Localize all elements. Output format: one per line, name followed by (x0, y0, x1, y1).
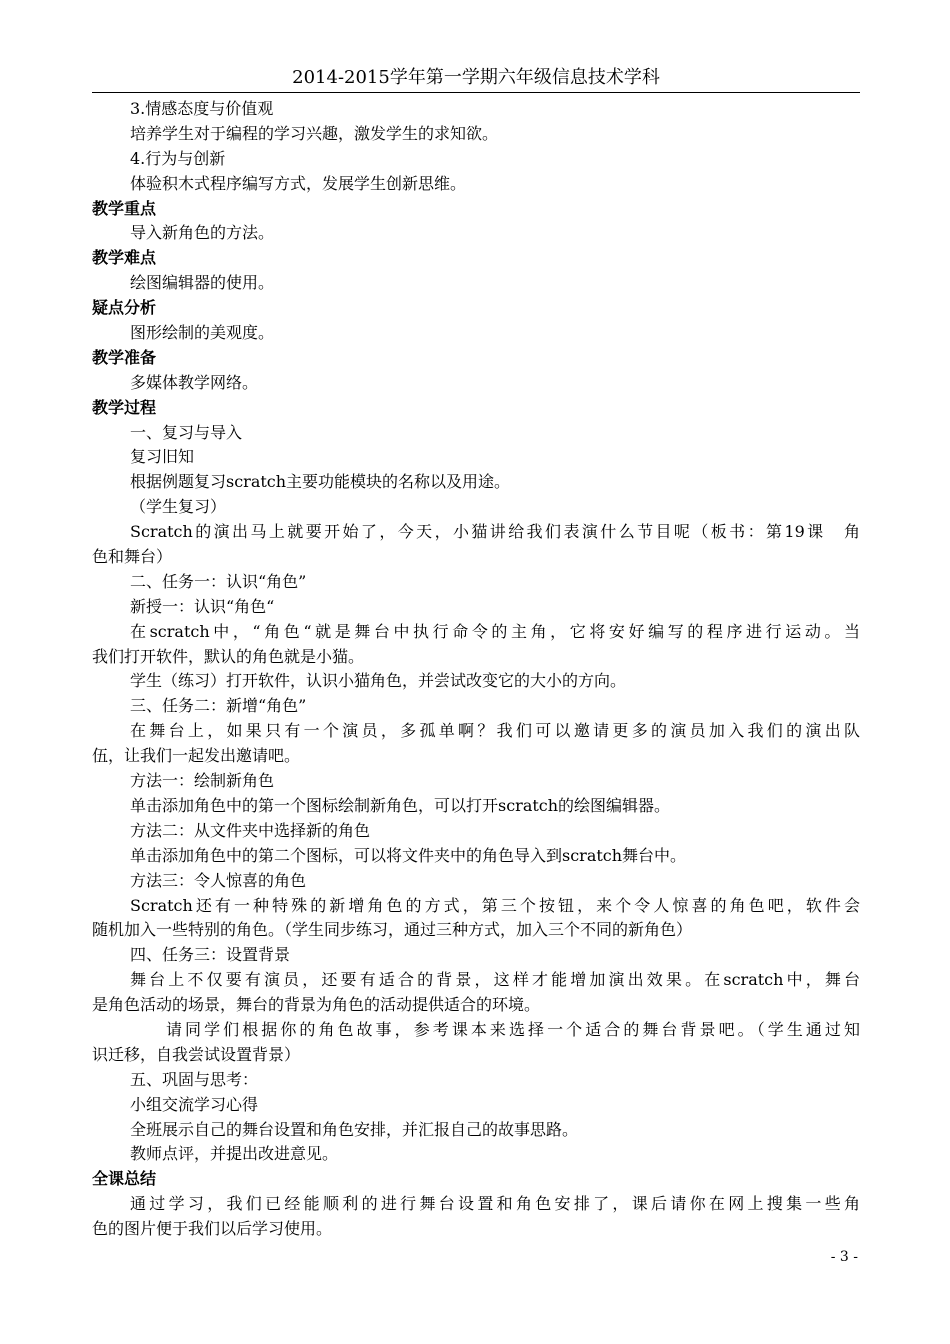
text-line: 4.行为与创新 (130, 148, 226, 168)
text-line: 识迁移，自我尝试设置背景） (92, 1044, 301, 1064)
page-header: 2014-2015学年第一学期六年级信息技术学科 (92, 66, 860, 93)
section-heading: 疑点分析 (92, 298, 157, 318)
text-line: 3.情感态度与价值观 (130, 99, 274, 118)
text-line: 请同学们根据你的角色故事，参考课本来选择一个适合的舞台背景吧。（学生通过知 (166, 1019, 860, 1039)
text-line: 三、任务二：新增“角色” (130, 696, 307, 716)
text-line: 体验积木式程序编写方式，发展学生创新思维。 (130, 173, 467, 193)
text-line: 学生（练习）打开软件，认识小猫角色，并尝试改变它的大小的方向。 (130, 671, 627, 691)
text-line: 伍，让我们一起发出邀请吧。 (92, 746, 301, 766)
text-line: 图形绘制的美观度。 (130, 323, 275, 343)
page-number: - 3 - (830, 1249, 858, 1265)
section-heading: 教学难点 (92, 248, 157, 268)
text-line: 小组交流学习心得 (130, 1094, 259, 1114)
text-line: 在舞台上，如果只有一个演员，多孤单啊？我们可以邀请更多的演员加入我们的演出队 (130, 721, 860, 741)
text-line: 色和舞台） (92, 547, 173, 567)
text-line: 单击添加角色中的第一个图标绘制新角色，可以打开scratch的绘图编辑器。 (130, 795, 671, 815)
text-line: 色的图片便于我们以后学习使用。 (92, 1219, 333, 1239)
text-line: 四、任务三：设置背景 (130, 945, 291, 965)
text-line: 导入新角色的方法。 (130, 223, 275, 243)
text-line: （学生复习） (130, 497, 227, 517)
text-line: 培养学生对于编程的学习兴趣，激发学生的求知欲。 (130, 123, 499, 143)
document-body (92, 97, 860, 1242)
text-line: 多媒体教学网络。 (130, 372, 259, 392)
text-line: 方法二：从文件夹中选择新的角色 (130, 820, 371, 840)
text-line: Scratch还有一种特殊的新增角色的方式，第三个按钮，来个令人惊喜的角色吧，软件会 (130, 895, 860, 915)
text-line: 方法一：绘制新角色 (130, 771, 275, 791)
section-heading: 全课总结 (92, 1169, 157, 1189)
text-line: 舞台上不仅要有演员，还要有适合的背景，这样才能增加演出效果。在scratch中，舞台 (130, 970, 860, 990)
text-line: 全班展示自己的舞台设置和角色安排，并汇报自己的故事思路。 (130, 1119, 579, 1139)
text-line: 是角色活动的场景，舞台的背景为角色的活动提供适合的环境。 (92, 995, 541, 1015)
text-line: 五、巩固与思考： (130, 1069, 259, 1089)
text-line: 方法三：令人惊喜的角色 (130, 870, 307, 890)
text-line: Scratch的演出马上就要开始了，今天，小猫讲给我们表演什么节目呢（板书：第19课 角 (130, 522, 860, 542)
section-heading: 教学过程 (92, 397, 157, 417)
section-heading: 教学重点 (92, 198, 157, 218)
text-line: 绘图编辑器的使用。 (130, 273, 275, 293)
text-line: 在scratch中，“角色“就是舞台中执行命令的主角，它将安好编写的程序进行运动。当 (130, 621, 860, 641)
text-line: 随机加入一些特别的角色。（学生同步练习，通过三种方式，加入三个不同的新角色） (92, 920, 693, 940)
text-line: 根据例题复习scratch主要功能模块的名称以及用途。 (130, 472, 511, 492)
text-line: 一、复习与导入 (130, 422, 243, 442)
text-line: 二、任务一：认识“角色” (130, 571, 307, 591)
text-line: 新授一：认识“角色“ (130, 596, 275, 616)
text-line: 通过学习，我们已经能顺利的进行舞台设置和角色安排了，课后请你在网上搜集一些角 (130, 1194, 860, 1214)
text-line: 教师点评，并提出改进意见。 (130, 1144, 339, 1164)
text-line: 单击添加角色中的第二个图标，可以将文件夹中的角色导入到scratch舞台中。 (130, 845, 687, 865)
section-heading: 教学准备 (92, 347, 157, 367)
text-line: 我们打开软件，默认的角色就是小猫。 (92, 646, 365, 666)
text-line: 复习旧知 (130, 447, 195, 467)
